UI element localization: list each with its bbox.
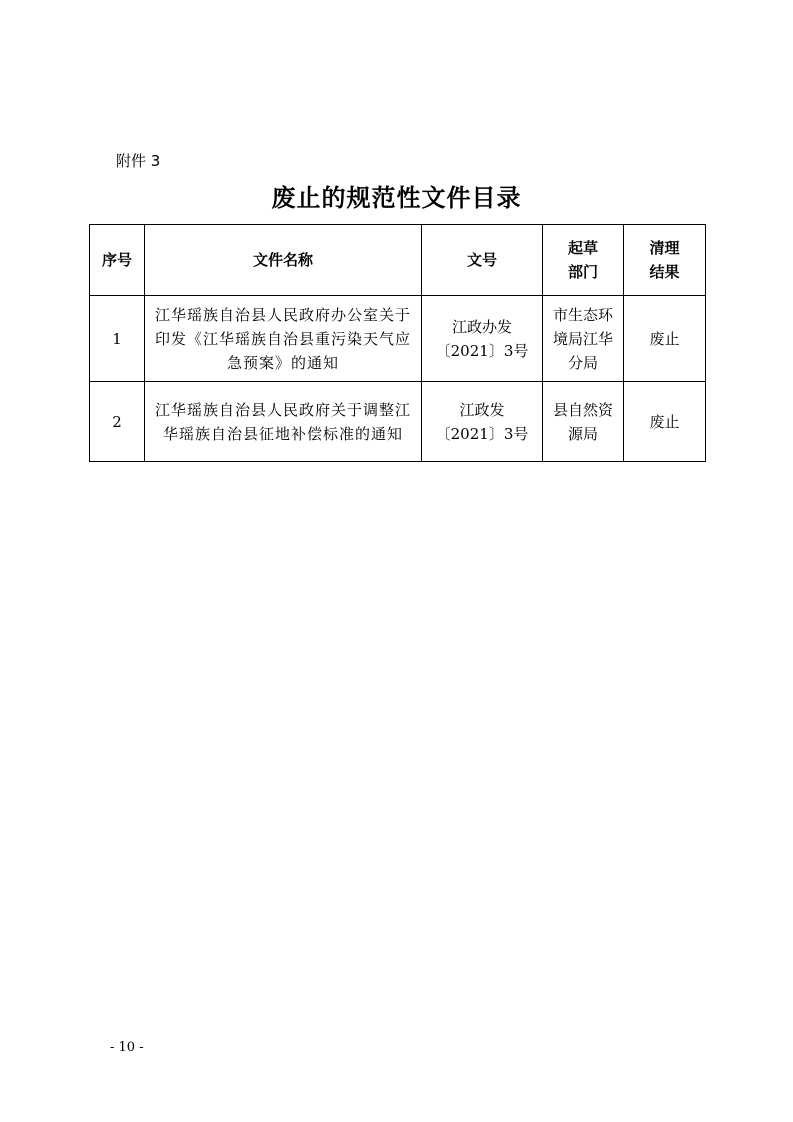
cell-doc-no: [422, 296, 543, 382]
cell-dept: [543, 296, 624, 382]
header-result-line: 清理: [649, 239, 680, 257]
cell-name-line: 华瑶族自治县征地补偿标准的通知: [162, 424, 403, 443]
cell-dept-line: 源局: [567, 424, 598, 443]
cell-name-line: 江华瑶族自治县人民政府办公室关于: [154, 305, 411, 324]
header-index: 序号: [90, 225, 145, 296]
cell-name: [145, 296, 422, 382]
cell-name-line: 江华瑶族自治县人民政府关于调整江: [154, 400, 411, 419]
cell-dept-line: 市生态环: [552, 305, 613, 324]
cell-doc-no-line: 江政发: [459, 400, 505, 419]
header-drafting-dept: [543, 225, 624, 296]
header-result-line: 结果: [649, 263, 680, 281]
header-doc-no: 文号: [422, 225, 543, 296]
cell-dept: [543, 382, 624, 462]
header-result: [624, 225, 706, 296]
cell-doc-no-line: 江政办发: [451, 317, 512, 336]
cell-name: [145, 382, 422, 462]
attachment-label: 附件 3: [116, 152, 161, 170]
cell-name-line: 印发《江华瑶族自治县重污染天气应: [154, 329, 411, 348]
cell-name-line: 急预案》的通知: [226, 353, 339, 372]
cell-doc-no: [422, 382, 543, 462]
header-drafting-dept-line: 起草: [567, 239, 598, 257]
table-row: [90, 296, 706, 382]
cell-doc-no-line: 〔2021〕3号: [435, 424, 529, 443]
cell-dept-line: 分局: [567, 353, 598, 372]
header-drafting-dept-line: 部门: [567, 263, 598, 281]
cell-result: 废止: [624, 382, 706, 462]
page-title: 废止的规范性文件目录: [271, 183, 522, 212]
cell-doc-no-line: 〔2021〕3号: [435, 341, 529, 360]
page-number: - 10 -: [110, 1040, 144, 1055]
catalog-table: [89, 224, 706, 462]
table-header-row: [90, 225, 706, 296]
table-row: [90, 382, 706, 462]
header-name: 文件名称: [145, 225, 422, 296]
cell-index: 2: [90, 382, 145, 462]
cell-dept-line: 县自然资: [552, 400, 613, 419]
cell-index: 1: [90, 296, 145, 382]
cell-dept-line: 境局江华: [552, 329, 613, 348]
cell-result: 废止: [624, 296, 706, 382]
